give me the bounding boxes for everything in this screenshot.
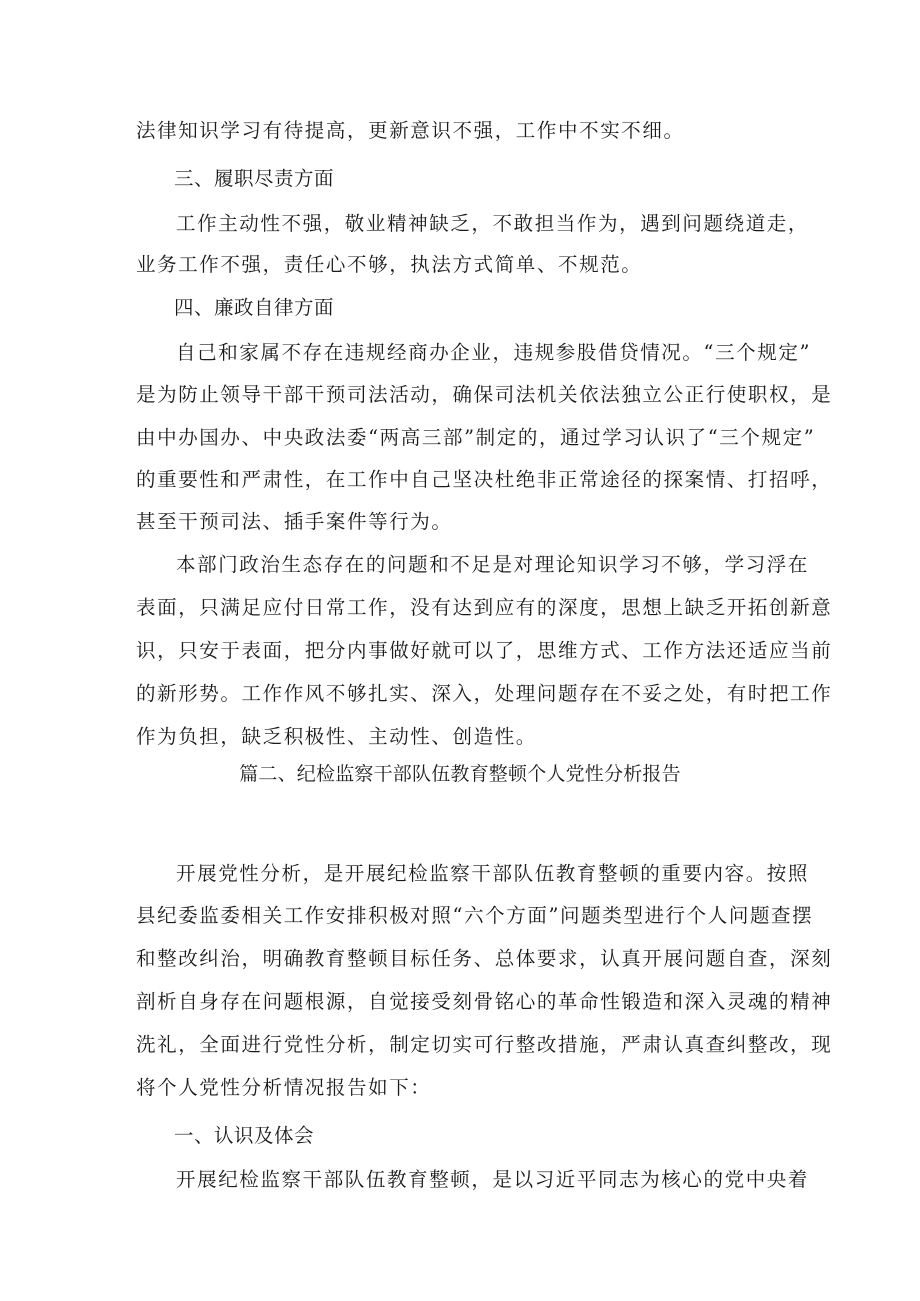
article-title: 篇二、纪检监察干部队伍教育整顿个人党性分析报告 [239,763,681,785]
paragraph-line: 表面，只满足应付日常工作，没有达到应有的深度，思想上缺乏开拓创新意 [136,596,833,619]
paragraph-line: 工作主动性不强，敬业精神缺乏，不敢担当作为，遇到问题绕道走， [176,212,810,235]
section-heading: 三、履职尽责方面 [174,167,335,190]
paragraph-line: 开展党性分析，是开展纪检监察干部队伍教育整顿的重要内容。按照 [176,862,810,885]
paragraph-line: 识，只安于表面，把分内事做好就可以了，思维方式、工作方法还适应当前 [136,639,833,662]
paragraph-line: 剖析自身存在问题根源，自觉接受刻骨铭心的革命性锻造和深入灵魂的精神 [136,990,833,1013]
paragraph-line: 本部门政治生态存在的问题和不足是对理论知识学习不够，学习浮在 [176,553,810,576]
section-heading: 四、廉政自律方面 [174,296,335,319]
paragraph-line: 的重要性和严肃性，在工作中自己坚决杜绝非正常途径的探案情、打招呼， [136,468,833,491]
paragraph-line: 和整改纠治，明确教育整顿目标任务、总体要求，认真开展问题自查，深刻 [136,947,833,970]
paragraph-line: 的新形势。工作作风不够扎实、深入，处理问题存在不妥之处，有时把工作 [136,682,833,705]
paragraph-line: 业务工作不强，责任心不够，执法方式简单、不规范。 [136,253,643,276]
section-heading: 一、认识及体会 [174,1124,315,1147]
paragraph-line: 是为防止领导干部干预司法活动，确保司法机关依法独立公正行使职权，是 [136,383,833,406]
paragraph-line: 作为负担，缺乏积极性、主动性、创造性。 [136,725,537,748]
paragraph-line: 洗礼，全面进行党性分析，制定切实可行整改措施，严肃认真查纠整改，现 [136,1033,833,1056]
paragraph-line: 自己和家属不存在违规经商办企业，违规参股借贷情况。“三个规定” [176,341,812,364]
paragraph-line: 甚至干预司法、插手案件等行为。 [136,510,453,533]
paragraph-line: 县纪委监委相关工作安排积极对照“六个方面”问题类型进行个人问题查摆 [136,904,814,927]
paragraph-line: 法律知识学习有待提高，更新意识不强，工作中不实不细。 [136,119,685,142]
paragraph-line: 开展纪检监察干部队伍教育整顿，是以习近平同志为核心的党中央着 [176,1168,810,1191]
paragraph-line: 将个人党性分析情况报告如下： [136,1076,432,1099]
paragraph-line: 由中办国办、中央政法委“两高三部”制定的，通过学习认识了“三个规定” [136,426,816,449]
